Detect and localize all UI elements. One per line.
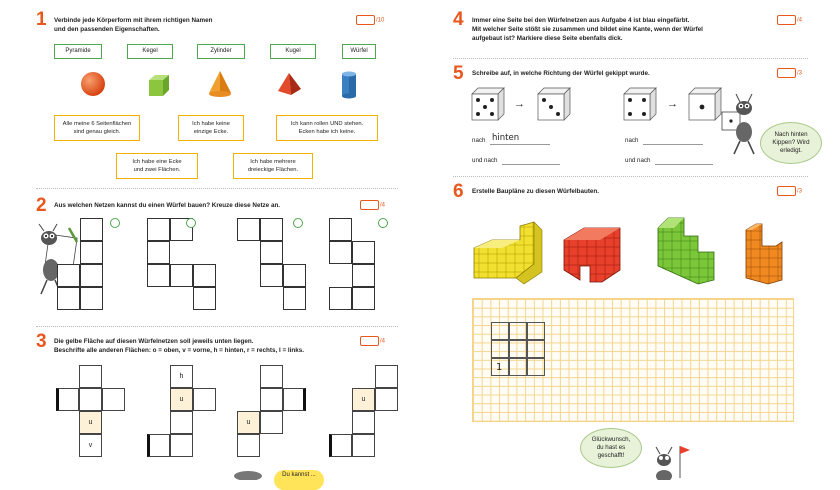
task3-score[interactable]: /4 [360, 336, 385, 346]
pyramid-icon [275, 71, 303, 97]
answer-line-2[interactable] [502, 164, 560, 165]
property-triangle-faces[interactable]: Ich habe mehrere dreieckige Flächen. [233, 153, 313, 179]
cone-icon [207, 69, 233, 99]
cube-icon [146, 73, 172, 99]
task4-instruction: Immer eine Seite bei den Würfelnetzen aus Aufgabe 4 ist blau eingefärbt. Mit welcher Seite stößt sie zusammen und bildet eine Kante, wenn der Würfel aufgebaut ist? Markiere diese Seite ebenfalls dick. [472, 17, 703, 42]
und-nach-label: und nach [625, 157, 651, 164]
task1-number: 1 [36, 9, 47, 30]
property-no-corner[interactable]: Ich habe keine einzige Ecke. [178, 115, 244, 141]
divider [36, 188, 398, 189]
grid-value-handwritten[interactable]: 1 [496, 362, 503, 373]
und-nach-label: und nach [472, 157, 498, 164]
answer-1-handwritten[interactable]: hinten [492, 133, 520, 143]
answer-line-4[interactable] [655, 164, 713, 165]
task6-score[interactable]: /3 [777, 186, 802, 196]
arrow-icon: → [514, 98, 525, 110]
property-six-faces[interactable]: Alle meine 6 Seitenflächen sind genau gleich. [54, 115, 140, 141]
yellow-cube-building [470, 218, 546, 288]
orange-cube-building [742, 222, 790, 286]
ant-with-die-illustration [712, 92, 762, 156]
checkbox-net-2b[interactable] [186, 218, 196, 228]
sphere-icon [80, 71, 106, 97]
task5-instruction: Schreibe auf, in welche Richtung der Würfel gekippt wurde. [472, 70, 650, 77]
congratulations-bubble: Glückwunsch, du hast es geschafft! [580, 428, 642, 468]
name-wuerfel[interactable]: Würfel [342, 44, 376, 59]
ant-with-flag-illustration [640, 444, 690, 480]
task3-instruction: Die gelbe Fläche auf diesen Würfelnetzen soll jeweils unten liegen. Beschrifte alle anderen Flächen: o = oben, v = vorne, h = hinten, r = rechts, l = links. [54, 338, 305, 354]
answer-line-3[interactable] [643, 144, 703, 145]
name-kegel[interactable]: Kegel [127, 44, 173, 59]
die-five-icon [470, 86, 506, 122]
name-zylinder[interactable]: Zylinder [197, 44, 245, 59]
task6-number: 6 [453, 181, 464, 202]
task6-instruction: Erstelle Baupläne zu diesen Würfelbauten. [472, 188, 600, 195]
die-three-icon [536, 86, 572, 122]
task4-score[interactable]: /4 [777, 15, 802, 25]
cylinder-icon [340, 70, 358, 100]
divider [453, 58, 808, 59]
task2-instruction: Aus welchen Netzen kannst du einen Würfel bauen? Kreuze diese Netze an. [54, 202, 281, 209]
ant-illustration [228, 468, 268, 480]
task4-number: 4 [453, 9, 464, 30]
task1-instruction: Verbinde jede Körperform mit ihrem richtigen Namen und den passenden Eigenschaften. [54, 17, 213, 33]
name-kugel[interactable]: Kugel [270, 44, 316, 59]
name-pyramide[interactable]: Pyramide [54, 44, 102, 59]
green-cube-building [654, 214, 722, 286]
task5-number: 5 [453, 63, 464, 84]
checkbox-net-2d[interactable] [378, 218, 388, 228]
task1-score[interactable]: /10 [356, 15, 384, 25]
checkbox-net-2c[interactable] [293, 218, 303, 228]
die-four-icon [622, 86, 658, 122]
task2-score[interactable]: /4 [360, 200, 385, 210]
divider [453, 176, 808, 177]
property-one-corner[interactable]: Ich habe eine Ecke und zwei Flächen. [116, 153, 198, 179]
property-roll-stand[interactable]: Ich kann rollen UND stehen. Ecken habe ich keine. [276, 115, 378, 141]
task3-number: 3 [36, 331, 47, 352]
nach-label: nach [472, 137, 486, 144]
checkbox-net-2a[interactable] [110, 218, 120, 228]
arrow-icon: → [667, 98, 678, 110]
task5-score[interactable]: /3 [777, 68, 802, 78]
divider [36, 326, 398, 327]
nach-label: nach [625, 137, 639, 144]
answer-line-1[interactable] [490, 144, 550, 145]
bottom-bubble: Du kannst ... [274, 470, 324, 490]
ant-speech-bubble: Nach hinten Kippen? Wird erledigt. [760, 122, 822, 164]
red-cube-building [560, 220, 630, 286]
task2-number: 2 [36, 195, 47, 216]
